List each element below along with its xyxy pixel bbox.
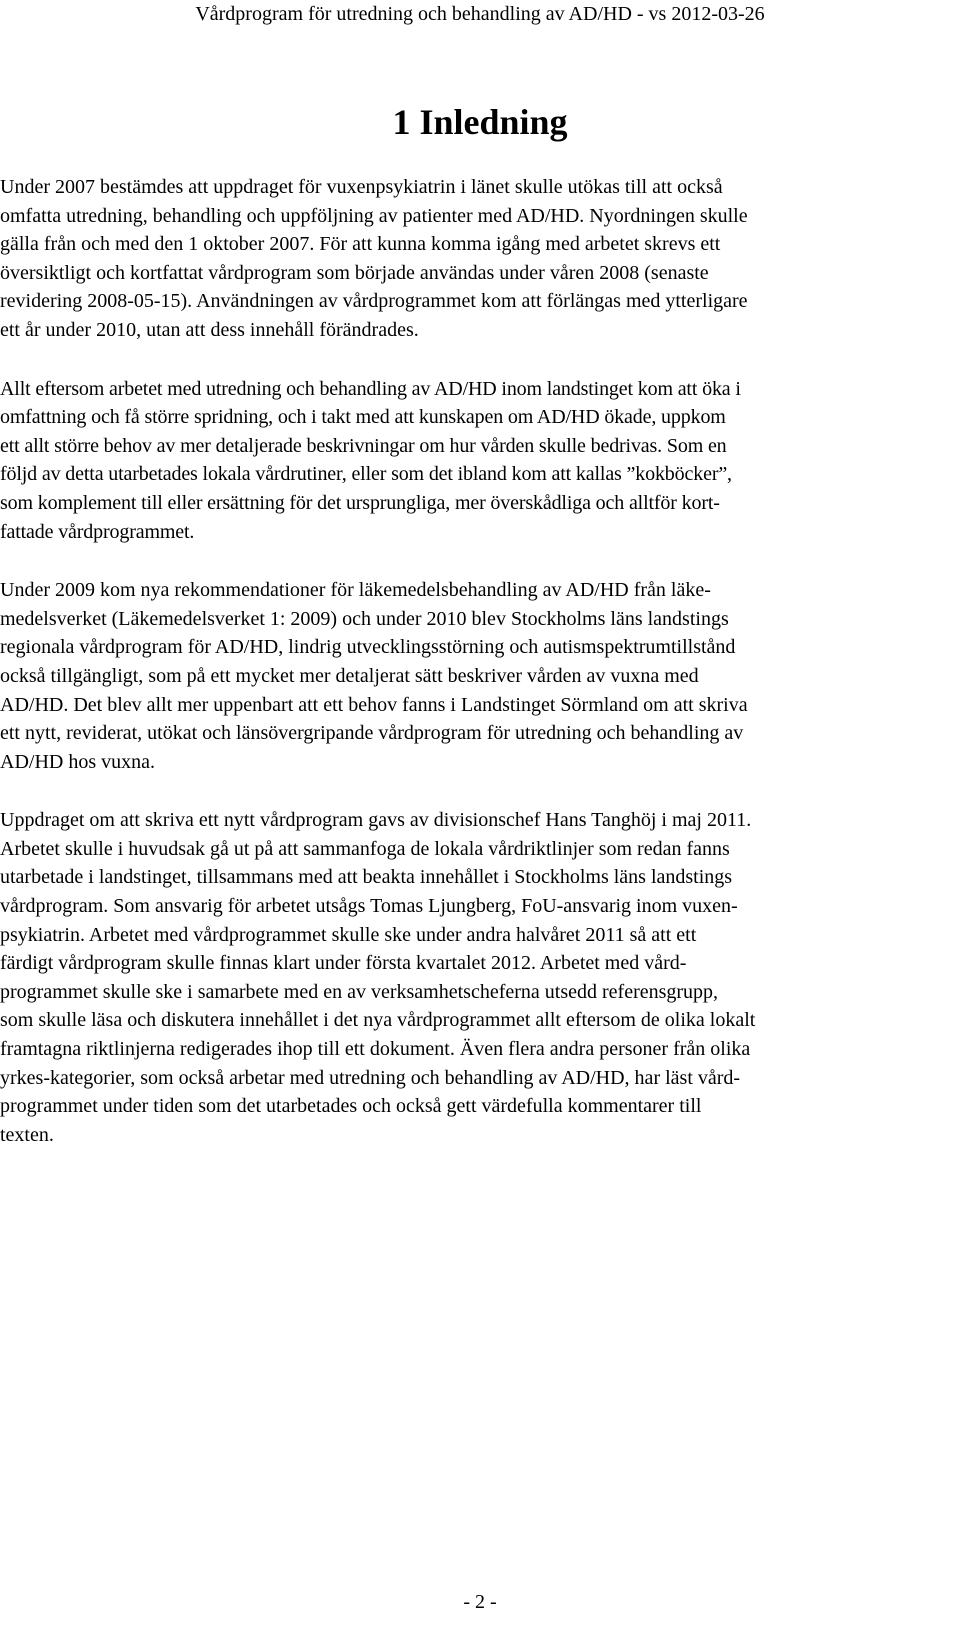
- text-line: vårdprogram. Som ansvarig för arbetet utsågs Tomas Ljungberg, FoU-ansvarig inom vuxen-: [0, 895, 738, 918]
- text-line: AD/HD. Det blev allt mer uppenbart att ett behov fanns i Landstinget Sörmland om att skriva: [0, 693, 748, 716]
- text-line: fattade vårdprogrammet.: [0, 520, 195, 543]
- paragraph-3: [0, 576, 960, 776]
- text-line: omfattning och få större spridning, och i takt med att kunskapen om AD/HD ökade, uppkom: [0, 406, 726, 429]
- paragraph-1: [0, 173, 960, 345]
- text-line: gälla från och med den 1 oktober 2007. För att kunna komma igång med arbetet skrevs ett: [0, 233, 721, 256]
- text-line: texten.: [0, 1123, 54, 1146]
- text-line: översiktligt och kortfattat vårdprogram som började användas under våren 2008 (senaste: [0, 261, 709, 284]
- text-line: följd av detta utarbetades lokala vårdrutiner, eller som det ibland kom att kallas ”kokböcker”,: [0, 463, 732, 486]
- chapter-title: 1 Inledning: [392, 102, 568, 142]
- text-line: Allt eftersom arbetet med utredning och behandling av AD/HD inom landstinget kom att öka i: [0, 377, 741, 400]
- text-line: programmet under tiden som det utarbetades och också gett värdefulla kommentarer till: [0, 1095, 702, 1118]
- text-line: utarbetade i landstinget, tillsammans med att beakta innehållet i Stockholms läns landstings: [0, 866, 733, 889]
- paragraph-2: [0, 375, 960, 547]
- text-line: programmet skulle ske i samarbete med en av verksamhetscheferna utsedd referensgrupp,: [0, 980, 719, 1003]
- text-line: Arbetet skulle i huvudsak gå ut på att sammanfoga de lokala vårdriktlinjer som redan fanns: [0, 837, 730, 860]
- text-line: framtagna riktlinjerna redigerades ihop till ett dokument. Även flera andra personer från olika: [0, 1038, 751, 1061]
- text-line: ett allt större behov av mer detaljerade beskrivningar om hur vården skulle bedrivas. Som en: [0, 434, 727, 457]
- text-line: revidering 2008-05-15). Användningen av vårdprogrammet kom att förlängas med ytterligare: [0, 290, 748, 313]
- text-line: ett nytt, reviderat, utökat och länsövergripande vårdprogram för utredning och behandling av: [0, 722, 744, 745]
- text-line: omfatta utredning, behandling och uppföljning av patienter med AD/HD. Nyordningen skulle: [0, 204, 748, 227]
- text-line: ett år under 2010, utan att dess innehåll förändrades.: [0, 318, 419, 341]
- paragraph-4: [0, 806, 960, 1149]
- text-line: Under 2009 kom nya rekommendationer för läkemedelsbehandling av AD/HD från läke-: [0, 579, 711, 602]
- text-line: medelsverket (Läkemedelsverket 1: 2009) och under 2010 blev Stockholms läns landstings: [0, 607, 729, 630]
- text-line: regionala vårdprogram för AD/HD, lindrig utvecklingsstörning och autismspektrumtillstånd: [0, 636, 736, 659]
- page-number: - 2 -: [463, 1591, 497, 1613]
- text-line: Under 2007 bestämdes att uppdraget för vuxenpsykiatrin i länet skulle utökas till att också: [0, 176, 723, 198]
- text-line: som skulle läsa och diskutera innehållet i det nya vårdprogrammet allt eftersom de olika lokalt: [0, 1009, 756, 1032]
- text-line: också tillgängligt, som på ett mycket mer detaljerat sätt beskriver vården av vuxna med: [0, 664, 699, 687]
- body-text: [0, 173, 960, 1179]
- text-line: som komplement till eller ersättning för det ursprungliga, mer överskådliga och alltför kort-: [0, 491, 720, 514]
- text-line: färdigt vårdprogram skulle finnas klart under första kvartalet 2012. Arbetet med vård-: [0, 952, 687, 975]
- running-header: Vårdprogram för utredning och behandling av AD/HD - vs 2012-03-26: [195, 3, 765, 25]
- text-line: yrkes-kategorier, som också arbetar med utredning och behandling av AD/HD, har läst vård-: [0, 1066, 741, 1089]
- text-line: Uppdraget om att skriva ett nytt vårdprogram gavs av divisionschef Hans Tanghöj i maj 2011.: [0, 809, 752, 832]
- text-line: AD/HD hos vuxna.: [0, 750, 155, 773]
- text-line: psykiatrin. Arbetet med vårdprogrammet skulle ske under andra halvåret 2011 så att ett: [0, 923, 697, 946]
